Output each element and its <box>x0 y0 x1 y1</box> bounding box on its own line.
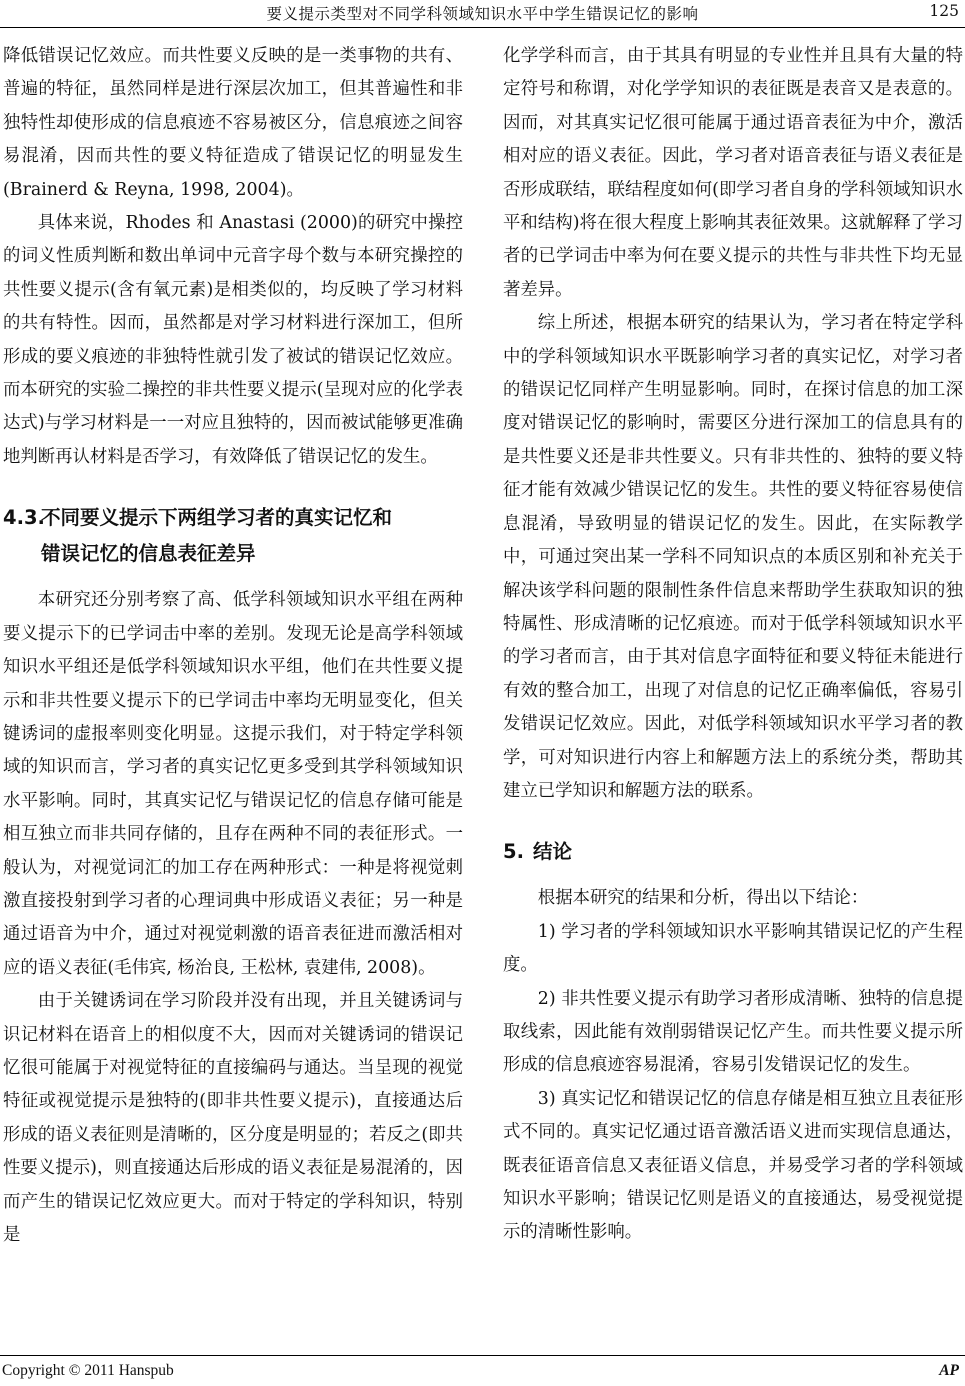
journal-abbreviation: AP <box>939 1362 959 1379</box>
body-paragraph: 本研究还分别考察了高、低学科领域知识水平组在两种要义提示下的已学词击中率的差别。发现无论是高学科领域知识水平组还是低学科领域知识水平组，他们在共性要义提示和非共性要义提示下的已学词击中率均无明显变化，但关键诱词的虚报率则变化明显。这提示我们，对于特定学科领域的知识而言，学习者的真实记忆更多受到其学科领域知识水平影响。同时，其真实记忆与错误记忆的信息存储可能是相互独立而非共同存储的，且存在两种不同的表征形式。一般认为，对视觉词汇的加工存在两种形式：一种是将视觉刺激直接投射到学习者的心理词典中形成语义表征；另一种是通过语音为中介，通过对视觉刺激的语音表征进而激活相对应的语义表征(毛伟宾, 杨治良, 王松林, 袁建伟, 2008)。 <box>3 590 463 978</box>
running-title: 要义提示类型对不同学科领域知识水平中学生错误记忆的影响 <box>266 5 699 23</box>
conclusion-item: 3) 真实记忆和错误记忆的信息存储是相互独立且表征形式不同的。真实记忆通过语音激活语义进而实现信息通达，既表征语音信息又表征语义信息，并易受学习者的学科领域知识水平影响；错误记忆则是语义的直接通达，易受视觉提示的清晰性影响。 <box>503 1088 963 1243</box>
page-number: 125 <box>929 2 959 20</box>
body-paragraph: 具体来说，Rhodes 和 Anastasi (2000)的研究中操控的词义性质判断和数出单词中元音字母个数与本研究操控的共性要义提示(含有氧元素)是相类似的，均反映了学习材料的共有特性。因而，虽然都是对学习材料进行深加工，但所形成的要义痕迹的非独特性就引发了被试的错误记忆效应。而本研究的实验二操控的非共性要义提示(呈现对应的化学表达式)与学习材料是一一对应且独特的，因而被试能够更准确地判断再认材料是否学习，有效降低了错误记忆的发生。 <box>3 213 463 467</box>
body-paragraph: 化学学科而言，由于其具有明显的专业性并且具有大量的特定符号和称谓，对化学学知识的表征既是表音又是表意的。因而，对其真实记忆很可能属于通过语音表征为中介，激活相对应的语义表征。因此，学习者对语音表征与语义表征是否形成联结，联结程度如何(即学习者自身的学科领域知识水平和结构)将在很大程度上影响其表征效果。这就解释了学习者的已学词击中率为何在要义提示的共性与非共性下均无显著差异。 <box>503 46 963 300</box>
left-column <box>3 40 463 1252</box>
body-paragraph: 综上所述，根据本研究的结果认为，学习者在特定学科中的学科领域知识水平既影响学习者的真实记忆，对学习者的错误记忆同样产生明显影响。同时，在探讨信息的加工深度对错误记忆的影响时，需要区分进行深加工的信息具有的是共性要义还是非共性要义。只有非共性的、独特的要义特征才能有效减少错误记忆的发生。共性的要义特征容易使信息混淆，导致明显的错误记忆的发生。因此，在实际教学中，可通过突出某一学科不同知识点的本质区别和补充关于解决该学科问题的限制性条件信息来帮助学生获取知识的独特属性、形成清晰的记忆痕迹。而对于低学科领域知识水平的学习者而言，由于其对信息字面特征和要义特征未能进行有效的整合加工，出现了对信息的记忆正确率偏低，容易引发错误记忆效应。因此，对低学科领域知识水平学习者的教学，可对知识进行内容上和解题方法上的系统分类，帮助其建立已学知识和解题方法的联系。 <box>503 313 963 801</box>
section-title-line1: 不同要义提示下两组学习者的真实记忆和 <box>41 506 393 530</box>
section-number: 5. <box>503 840 524 864</box>
conclusion-item: 2) 非共性要义提示有助学习者形成清晰、独特的信息提取线索，因此能有效削弱错误记忆产生。而共性要义提示所形成的信息痕迹容易混淆，容易引发错误记忆的发生。 <box>503 988 963 1076</box>
page-footer <box>0 1355 965 1386</box>
conclusion-item: 1) 学习者的学科领域知识水平影响其错误记忆的产生程度。 <box>503 921 963 976</box>
right-column <box>503 40 963 1250</box>
section-heading-5 <box>503 834 963 870</box>
body-paragraph: 由于关键诱词在学习阶段并没有出现，并且关键诱词与识记材料在语音上的相似度不大，因而对关键诱词的错误记忆很可能属于对视觉特征的直接编码与通达。当呈现的视觉特征或视觉提示是独特的(即非共性要义提示)，直接通达后形成的语义表征则是清晰的，区分度是明显的；若反之(即共性要义提示)，则直接通达后形成的语义表征是易混淆的，因而产生的错误记忆效应更大。而对于特定的学科知识，特别是 <box>3 991 463 1245</box>
section-title-line2: 错误记忆的信息表征差异 <box>41 542 256 566</box>
copyright-notice: Copyright © 2011 Hanspub <box>2 1362 174 1379</box>
body-paragraph: 降低错误记忆效应。而共性要义反映的是一类事物的共有、普遍的特征，虽然同样是进行深层次加工，但其普遍性和非独特性却使形成的信息痕迹不容易被区分，信息痕迹之间容易混淆，因而共性的要义特征造成了错误记忆的明显发生(Brainerd & Reyna, 1998, 2004)。 <box>3 46 463 200</box>
section-number: 4.3. <box>3 506 45 530</box>
section-heading-4-3 <box>3 500 463 572</box>
section-title: 结论 <box>533 840 573 864</box>
body-paragraph: 根据本研究的结果和分析，得出以下结论： <box>537 888 869 909</box>
running-header <box>0 0 965 28</box>
